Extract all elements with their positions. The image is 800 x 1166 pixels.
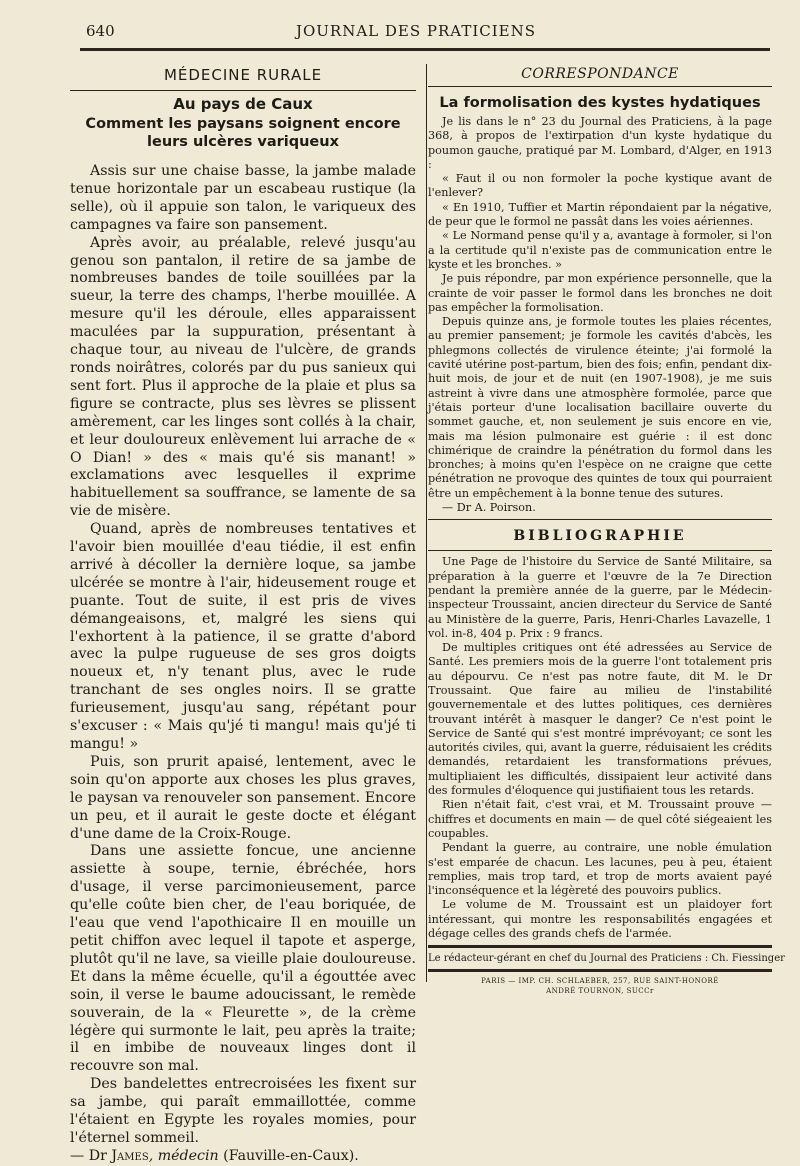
footer-rule-bottom (428, 969, 772, 972)
signature-role: , médecin (148, 1147, 219, 1164)
paragraph: Je puis répondre, par mon expérience personnelle, que la crainte de voir passer le formol dans les bronches ne doit pas empêcher la formolisation. (428, 272, 772, 314)
paragraph: Assis sur une chaise basse, la jambe malade tenue horizontale par un escabeau rustique (la selle), où il appuie son talon, le variqueux des campagnes va faire son pansement. (70, 163, 416, 233)
correspondance-signature: — Dr A. Poirson. (442, 501, 536, 515)
paragraph: Depuis quinze ans, je formole toutes les plaies récentes, au premier pansement; je formole les cavités d'abcès, les phlegmons collectés de virulence éteinte; j'ai formolé la cavité utérine post-partum, bien des fois; enfin, pendant dix-huit mois, de jour et de nuit (en 1907-1908), je me suis astreint à vivre dans une atmosphère formolée, parce que j'étais porteur d'une localisation bacillaire ouverte du sommet gauche, et, non seulement je suis encore en vie, mais ma lésion pulmonaire est guérie : il est donc chimérique de craindre la pénétration du formol dans les bronches; à moins qu'en l'espèce on ne craigne que cette pénétration ne provoque des quintes de toux qui pourraient être un empêchement à la bonne tenue des sutures. (428, 315, 772, 500)
article-subtitle: Comment les paysans soignent encore leurs ulcères variqueux (85, 116, 401, 150)
section-title-medecine-rurale: MÉDECINE RURALE (163, 66, 323, 84)
section-rule (70, 90, 416, 91)
right-column (428, 64, 785, 996)
signature-place: (Fauville-en-Caux). (218, 1147, 359, 1164)
printer-imprint-line2: ANDRÉ TOURNON, SUCCr (546, 987, 654, 996)
running-header (60, 22, 772, 46)
paragraph: Rien n'était fait, c'est vrai, et M. Troussaint prouve — chiffres et documents en main — de quel côté siégeaient les coupables. (428, 798, 772, 840)
paragraph: « Faut il ou non formoler la poche kystique avant de l'enlever? (428, 172, 772, 200)
editor-line: Le rédacteur-gérant en chef du Journal des Praticiens : Ch. Fiessinger (428, 953, 785, 965)
bibliographie-rule-bottom (428, 550, 772, 551)
paragraph: « En 1910, Tuffier et Martin répondaient par la négative, de peur que le formol ne passât dans les voies aériennes. (428, 200, 772, 229)
article-signature (70, 1148, 416, 1166)
article-title: Au pays de Caux (173, 95, 313, 113)
section-rule (428, 86, 772, 87)
correspondance-article-title: La formolisation des kystes hydatiques (439, 95, 761, 111)
signature-name: James (111, 1147, 149, 1164)
left-column (70, 64, 416, 1166)
page-number: 640 (86, 22, 115, 40)
section-title-correspondance: CORRESPONDANCE (521, 66, 679, 82)
paragraph: Des bandelettes entrecroisées les fixent sur sa jambe, qui paraît emmaillottée, comme l'étaient en Egypte les royales momies, pour l'éternel sommeil. (70, 1076, 416, 1146)
paragraph: De multiples critiques ont été adressées au Service de Santé. Les premiers mois de la guerre l'ont totalement pris au dépourvu. Ce n'est pas notre faute, dit M. le Dr Troussaint. Que faire au milieu de l'instabilité gouvernementale et des luttes politiques, ces dernières trouvant intérêt à masquer le danger? Ce n'est point le Service de Santé qui s'est montré imprévoyant; ce sont les autorités civiles, qui, avant la guerre, réduisaient les crédits demandés, retardaient les transformations prévues, multipliaient les difficultés, dissipaient leur activité dans des formules d'éloquence qui justifiaient tous les retards. (428, 641, 772, 798)
paragraph: Dans une assiette foncue, une ancienne assiette à soupe, ternie, ébréchée, hors d'usage, il verse parcimonieusement, parce qu'elle coûte bien cher, de l'eau boriquée, de l'eau que vend l'apothicaire Il en mouille un petit chiffon avec lequel il tapote et asperge, plutôt qu'il ne lave, sa vieille plaie douloureuse. Et dans la même écuelle, qu'il a égouttée avec soin, il verse le baume adoucissant, le remède souverain, de la « Fleurette », de la crème légère qui surmonte le lait, peu après la traite; il en imbibe de nouveaux linges dont il recouvre son mal. (70, 843, 416, 1075)
section-title-bibliographie: BIBLIOGRAPHIE (513, 528, 687, 545)
header-rule (80, 48, 770, 51)
paragraph: Le volume de M. Troussaint est un plaidoyer fort intéressant, qui montre les responsabilités engagées et dégage celles des grands chefs de l'armée. (428, 898, 772, 941)
footer-rule-top (428, 945, 772, 948)
column-separator (426, 64, 427, 982)
paragraph: « Le Normand pense qu'il y a, avantage à formoler, si l'on a la certitude qu'il n'existe pas de communication entre le kyste et les bronches. » (428, 229, 772, 271)
bibliographie-rule-top (428, 519, 772, 520)
paragraph: Puis, son prurit apaisé, lentement, avec le soin qu'on apporte aux choses les plus graves, le paysan va renouveler son pansement. Encore un peu, et il aurait le geste docte et élégant d'une dame de la Croix-Rouge. (70, 753, 416, 842)
book-reference: Une Page de l'histoire du Service de Santé Militaire, sa préparation à la guerre et l'œuvre de la 7e Direction pendant la première année de la guerre, par le Médecin-inspecteur Troussaint, ancien directeur du Service de Santé au Ministère de la guerre, Paris, Henri-Charles Lavazelle, 1 vol. in-8, 404 p. Prix : 9 francs. (428, 555, 772, 640)
paragraph: Après avoir, au préalable, relevé jusqu'au genou son pantalon, il retire de sa jambe de nombreuses bandes de toile souillées par la sueur, la terre des champs, l'herbe mouillée. A mesure qu'il les déroule, elles apparaissent maculées par la suppuration, présentant à chaque tour, au niveau de l'ulcère, de grands ronds noirâtres, colorés par du pus sanieux qui sent fort. Plus il approche de la plaie et plus sa figure se contracte, plus ses lèvres se plissent amèrement, car les linges sont collés à la chair, et leur douloureux enlèvement lui arrache de « O Dian! » des « mais qu'é sis manant! » exclamations avec lesquelles il exprime habituellement sa souffrance, se lamente de sa vie de misère. (70, 234, 416, 520)
paragraph: Je lis dans le n° 23 du Journal des Praticiens, à la page 368, à propos de l'extirpation d'un kyste hydatique du poumon gauche, pratiqué par M. Lombard, d'Alger, en 1913 : (428, 115, 772, 171)
paragraph: Pendant la guerre, au contraire, une noble émulation s'est emparée de chacun. Les lacunes, peu à peu, étaient remplies, mais trop tard, et trop de morts avaient payé l'inconséquence et la légèreté des pouvoirs publics. (428, 841, 772, 898)
journal-title: JOURNAL DES PRATICIENS (295, 22, 537, 40)
paragraph: Quand, après de nombreuses tentatives et l'avoir bien mouillée d'eau tiédie, il est enfin arrivé à décoller la dernière loque, sa jambe ulcérée se montre à l'air, hideusement rouge et puante. Tout de suite, il est pris de vives démangeaisons, et, malgré les siens qui l'exhortent à la patience, il se gratte d'abord avec la pulpe rugueuse de ses gros doigts noueux et, n'y tenant plus, avec le rude tranchant de ses ongles noirs. Il se gratte furieusement, jusqu'au sang, répétant pour s'excuser : « Mais qu'jé ti mangu! mais qu'jé ti mangu! » (70, 521, 416, 752)
signature-prefix: — Dr (70, 1147, 112, 1164)
printer-imprint-line1: PARIS — IMP. CH. SCHLAEBER, 257, RUE SAINT-HONORÉ (481, 977, 719, 986)
